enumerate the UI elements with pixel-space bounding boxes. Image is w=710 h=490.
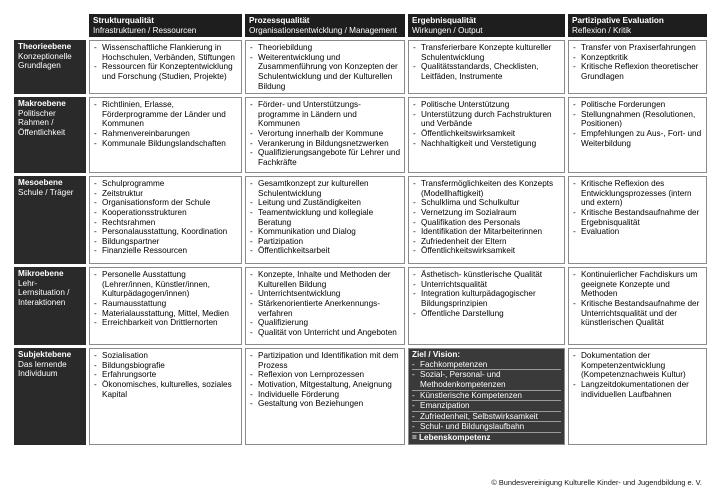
quality-matrix [11,11,704,448]
list-item: - Dokumentation der Kompetenzentwicklung (Kompetenznachweis Kultur) [573,351,702,380]
list-item: - Konzepte, Inhalte und Methoden der Kulturellen Bildung [250,270,400,289]
matrix-cell [568,267,707,345]
vision-title: Ziel / Vision: [412,350,461,360]
header-subtitle: Infrastrukturen / Ressourcen [93,25,197,35]
matrix-cell [89,176,242,264]
list-item: - Nachhaltigkeit und Verstetigung [413,139,560,149]
header-title: Ergebnisqualität [412,16,477,25]
list-item: - Schul- und Bildungslaufbahn [412,422,561,433]
matrix-cell [568,97,707,173]
vision-list [412,360,561,433]
cell-list [250,270,400,337]
list-item: - Unterrichtsentwicklung [250,289,400,299]
list-item: - Stellungnahmen (Resolutionen, Positionen) [573,110,702,129]
header-strukturqualitaet [89,14,242,37]
corner-cell [14,14,86,37]
list-item: - Sozialisation [94,351,237,361]
cell-list [94,351,237,399]
list-item: - Empfehlungen zu Aus-, Fort- und Weiterbildung [573,129,702,148]
list-item: - Förder- und Unterstützungs-programme in Ländern und Kommunen [250,100,400,129]
list-item: - Kommunale Bildungslandschaften [94,139,237,149]
row-subtitle: Konzeptionelle Grundlagen [18,51,72,71]
list-item: - Kritische Bestandsaufnahme der Ergebnisqualität [573,208,702,227]
list-item: - Partizipation und Identifikation mit dem Prozess [250,351,400,370]
list-item: - Qualität von Unterricht und Angeboten [250,328,400,338]
list-item: - Evaluation [573,227,702,237]
list-item: - Rechtsrahmen [94,218,237,228]
vision-result: = Lebenskompetenz [412,432,491,442]
cell-list [94,100,237,148]
cell-list [573,270,702,328]
row-subtitle: Politischer Rahmen / Öffentlichkeit [18,108,66,137]
header-subtitle: Organisationsentwicklung / Management [249,25,397,35]
header-prozessqualitaet [245,14,405,37]
list-item: - Ästhetisch- künstlerische Qualität [413,270,560,280]
cell-list [250,100,400,167]
list-item: - Transferierbare Konzepte kultureller Schulentwicklung [413,43,560,62]
copyright-footer [491,478,702,487]
row-subtitle: Schule / Träger [18,187,74,197]
list-item: - Zeitstruktur [94,189,237,199]
list-item: - Theoriebildung [250,43,400,53]
list-item: - Vernetzung im Sozialraum [413,208,560,218]
matrix-cell [245,176,405,264]
list-item: - Kooperationsstrukturen [94,208,237,218]
row-header [14,97,86,173]
matrix-cell [568,40,707,94]
list-item: - Integration kulturpädagogischer Bildungsprinzipien [413,289,560,308]
list-item: - Langzeitdokumentationen der individuellen Laufbahnen [573,380,702,399]
cell-list [573,179,702,237]
matrix-cell [245,97,405,173]
row-title: Makroebene [18,99,66,109]
list-item: - Individuelle Förderung [250,390,400,400]
row-header [14,40,86,94]
list-item: - Unterstützung durch Fachstrukturen und Verbände [413,110,560,129]
cell-list [413,43,560,81]
list-item: - Verankerung in Bildungsnetzwerken [250,139,400,149]
list-item: - Sozial-, Personal- und Methodenkompetenzen [412,370,561,390]
cell-list [413,179,560,256]
list-item: - Raumausstattung [94,299,237,309]
list-item: - Weiterentwicklung und Zusammenführung von Konzepten der Schulentwicklung und der Kulturellen Bildung [250,53,400,91]
header-partizipative-evaluation [568,14,707,37]
list-item: - Rahmenvereinbarungen [94,129,237,139]
cell-list [573,100,702,148]
list-item: - Reflexion von Lernprozessen [250,370,400,380]
quality-table [11,11,710,448]
list-item: - Gestaltung von Beziehungen [250,399,400,409]
list-item: - Finanzielle Ressourcen [94,246,237,256]
row-header [14,176,86,264]
row-title: Mikroebene [18,269,64,279]
row-title: Subjektebene [18,350,72,360]
list-item: - Erfahrungsorte [94,370,237,380]
matrix-cell [568,176,707,264]
matrix-cell [408,176,565,264]
header-ergebnisqualitaet [408,14,565,37]
list-item: - Motivation, Mitgestaltung, Aneignung [250,380,400,390]
list-item: - Richtlinien, Erlasse, Förderprogramme der Länder und Kommunen [94,100,237,129]
row-makroebene [14,97,707,173]
list-item: - Partizipation [250,237,400,247]
list-item: - Stärkenorientierte Anerkennungs-verfahren [250,299,400,318]
row-mikroebene [14,267,707,345]
list-item: - Qualifikation des Personals [413,218,560,228]
row-title: Mesoebene [18,178,63,188]
cell-list [413,100,560,148]
list-item: - Kritische Bestandsaufnahme der Unterrichtsqualität und der künstlerischen Qualität [573,299,702,328]
matrix-cell [245,267,405,345]
matrix-cell [89,40,242,94]
cell-list [94,179,237,256]
matrix-cell [245,40,405,94]
list-item: - Verortung innerhalb der Kommune [250,129,400,139]
matrix-cell [245,348,405,444]
header-title: Strukturqualität [93,16,154,25]
header-subtitle: Reflexion / Kritik [572,25,632,35]
row-header [14,348,86,444]
matrix-cell [408,40,565,94]
list-item: - Öffentlichkeitsarbeit [250,246,400,256]
list-item: - Kritische Reflexion des Entwicklungsprozesses (intern und extern) [573,179,702,208]
header-title: Partizipative Evaluation [572,16,664,25]
list-item: - Ressourcen für Konzeptentwicklung und Forschung (Studien, Projekte) [94,62,237,81]
list-item: - Teamentwicklung und kollegiale Beratung [250,208,400,227]
cell-list [250,43,400,91]
list-item: - Politische Forderungen [573,100,702,110]
matrix-cell [89,267,242,345]
row-subtitle: Lehr-Lernsituation / Interaktionen [18,278,70,307]
header-row [14,14,707,37]
cell-list [573,351,702,399]
list-item: - Emanzipation [412,401,561,412]
list-item: - Schulklima und Schulkultur [413,198,560,208]
list-item: - Transfer von Praxiserfahrungen [573,43,702,53]
list-item: - Leitung und Zuständigkeiten [250,198,400,208]
list-item: - Zufriedenheit der Eltern [413,237,560,247]
list-item: - Künstlerische Kompetenzen [412,391,561,402]
row-title: Theorieebene [18,42,72,52]
matrix-cell [89,97,242,173]
list-item: - Personalausstattung, Koordination [94,227,237,237]
list-item: - Erreichbarkeit von Drittlernorten [94,318,237,328]
list-item: - Fachkompetenzen [412,360,561,371]
list-item: - Qualifizierung [250,318,400,328]
list-item: - Öffentlichkeitswirksamkeit [413,129,560,139]
list-item: - Politische Unterstützung [413,100,560,110]
list-item: - Kritische Reflexion theoretischer Grundlagen [573,62,702,81]
matrix-cell [408,267,565,345]
cell-list [250,179,400,256]
cell-list [94,270,237,328]
list-item: - Organisationsform der Schule [94,198,237,208]
list-item: - Qualitätsstandards, Checklisten, Leitfäden, Instrumente [413,62,560,81]
row-theorieebene [14,40,707,94]
list-item: - Kontinuierlicher Fachdiskurs um geeignete Konzepte und Methoden [573,270,702,299]
list-item: - Konzeptkritik [573,53,702,63]
cell-list [94,43,237,81]
list-item: - Öffentliche Darstellung [413,309,560,319]
list-item: - Kommunikation und Dialog [250,227,400,237]
cell-list [250,351,400,409]
matrix-cell [408,97,565,173]
row-subjektebene [14,348,707,444]
cell-list [573,43,702,81]
list-item: - Gesamtkonzept zur kulturellen Schulentwicklung [250,179,400,198]
matrix-cell [568,348,707,444]
list-item: - Personelle Ausstattung (Lehrer/innen, Künstler/innen, Kulturpädagogen/innen) [94,270,237,299]
list-item: - Transfermöglichkeiten des Konzepts (Modellhaftigkeit) [413,179,560,198]
list-item: - Identifikation der Mitarbeiterinnen [413,227,560,237]
copyright-symbol: © [491,478,497,487]
list-item: - Bildungsbiografie [94,361,237,371]
copyright-text: Bundesvereinigung Kulturelle Kinder- und Jugendbildung e. V. [498,478,702,487]
row-subtitle: Das lernende Individuum [18,359,67,379]
header-subtitle: Wirkungen / Output [412,25,483,35]
row-header [14,267,86,345]
list-item: - Zufriedenheit, Selbstwirksamkeit [412,412,561,423]
list-item: - Schulprogramme [94,179,237,189]
list-item: - Ökonomisches, kulturelles, soziales Kapital [94,380,237,399]
row-mesoebene [14,176,707,264]
list-item: - Qualifizierungsangebote für Lehrer und Fachkräfte [250,148,400,167]
list-item: - Materialausstattung, Mittel, Medien [94,309,237,319]
header-title: Prozessqualität [249,16,310,25]
list-item: - Unterrichtsqualität [413,280,560,290]
matrix-cell [89,348,242,444]
list-item: - Bildungspartner [94,237,237,247]
cell-list [413,270,560,318]
list-item: - Öffentlichkeitswirksamkeit [413,246,560,256]
vision-cell [408,348,565,444]
list-item: - Wissenschaftliche Flankierung in Hochschulen, Verbänden, Stiftungen [94,43,237,62]
